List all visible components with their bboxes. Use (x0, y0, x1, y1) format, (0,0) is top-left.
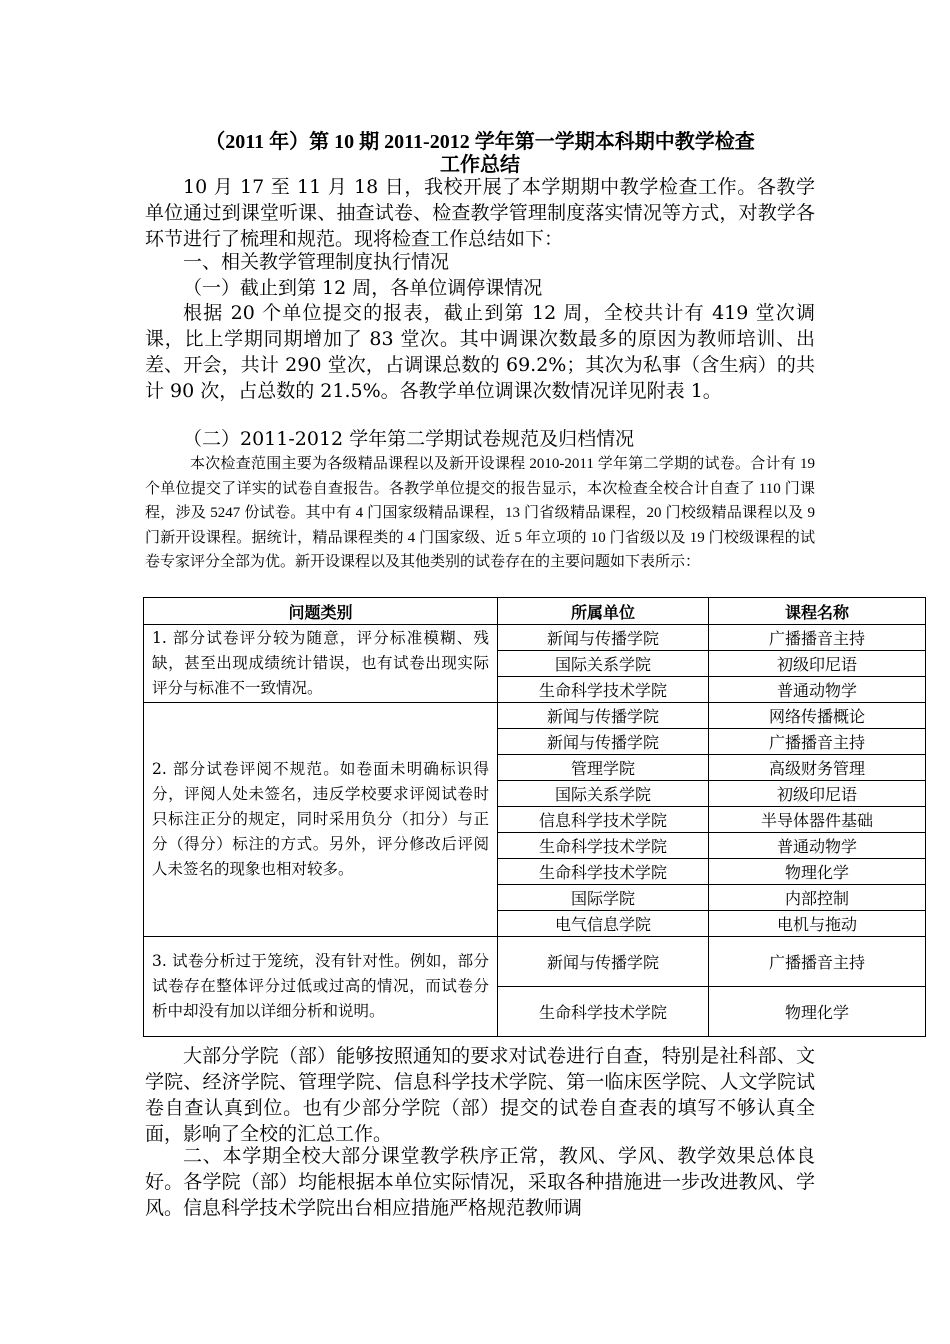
issue-category-cell: 1. 部分试卷评分较为随意，评分标准模糊、残缺，甚至出现成绩统计错误，也有试卷出现实际评分与标准不一致情况。 (144, 625, 498, 703)
unit-cell: 信息科学技术学院 (498, 807, 709, 833)
unit-cell: 生命科学技术学院 (498, 677, 709, 703)
course-cell: 广播播音主持 (709, 729, 926, 755)
unit-cell: 生命科学技术学院 (498, 987, 709, 1037)
section1-heading: 一、相关教学管理制度执行情况 (183, 251, 450, 273)
issue-category-cell: 2. 部分试卷评阅不规范。如卷面未明确标识得分，评阅人处未签名，违反学校要求评阅试卷时只标注正分的规定，同时采用负分（扣分）与正分（得分）标注的方式。另外，评分修改后评阅人未签名的现象也相对较多。 (144, 703, 498, 937)
course-cell: 初级印尼语 (709, 781, 926, 807)
course-cell: 内部控制 (709, 885, 926, 911)
table-header-row (144, 598, 926, 625)
course-cell: 初级印尼语 (709, 651, 926, 677)
table-row (144, 703, 926, 729)
course-cell: 物理化学 (709, 859, 926, 885)
subsection1-heading: （一）截止到第 12 周，各单位调停课情况 (183, 277, 543, 299)
unit-cell: 国际关系学院 (498, 651, 709, 677)
course-cell: 物理化学 (709, 987, 926, 1037)
course-cell: 半导体器件基础 (709, 807, 926, 833)
header-category: 问题类别 (144, 598, 498, 625)
unit-cell: 生命科学技术学院 (498, 859, 709, 885)
unit-cell: 生命科学技术学院 (498, 833, 709, 859)
header-course: 课程名称 (709, 598, 926, 625)
unit-cell: 新闻与传播学院 (498, 937, 709, 987)
unit-cell: 国际关系学院 (498, 781, 709, 807)
subsection2-paragraph: 本次检查范围主要为各级精品课程以及新开设课程 2010-2011 学年第二学期的试卷。合计有 19 个单位提交了详实的试卷自查报告。各教学单位提交的报告显示，本次检查全校合计自查了 110 门课程，涉及 5247 份试卷。其中有 4 门国家级精品课程，13 门省级精品课程，20 门校级精品课程以及 9 门新开设课程。据统计，精品课程类的 4 门国家级、近 5 年立项的 10 门省级以及 19 门校级课程的试卷专家评分全部为优。新开设课程以及其他类别的试卷存在的主要问题如下表所示： (145, 456, 815, 570)
course-cell: 广播播音主持 (709, 937, 926, 987)
header-unit: 所属单位 (498, 598, 709, 625)
document-title-line2: 工作总结 (440, 154, 520, 176)
unit-cell: 国际学院 (498, 885, 709, 911)
unit-cell: 管理学院 (498, 755, 709, 781)
document-title-line1: （2011 年）第 10 期 2011-2012 学年第一学期本科期中教学检查 (205, 131, 755, 153)
after-table-paragraph: 大部分学院（部）能够按照通知的要求对试卷进行自查，特别是社科部、文学院、经济学院、管理学院、信息科学技术学院、第一临床医学院、人文学院试卷自查认真到位。也有少部分学院（部）提交的试卷自查表的填写不够认真全面，影响了全校的汇总工作。 (145, 1045, 815, 1145)
issue-category-cell: 3. 试卷分析过于笼统，没有针对性。例如，部分试卷存在整体评分过低或过高的情况，而试卷分析中却没有加以详细分析和说明。 (144, 937, 498, 1037)
unit-cell: 新闻与传播学院 (498, 625, 709, 651)
subsection1-paragraph: 根据 20 个单位提交的报表，截止到第 12 周，全校共计有 419 堂次调课，比上学期同期增加了 83 堂次。其中调课次数最多的原因为教师培训、出差、开会，共计 290 堂次，占调课总数的 69.2%；其次为私事（含生病）的共计 90 次，占总数的 21.5%。各教学单位调课次数情况详见附表 1。 (145, 302, 815, 402)
exam-issues-table (143, 597, 926, 1037)
unit-cell: 新闻与传播学院 (498, 703, 709, 729)
unit-cell: 新闻与传播学院 (498, 729, 709, 755)
table-row (144, 937, 926, 987)
course-cell: 电机与拖动 (709, 911, 926, 937)
unit-cell: 电气信息学院 (498, 911, 709, 937)
intro-paragraph: 10 月 17 至 11 月 18 日，我校开展了本学期期中教学检查工作。各教学单位通过到课堂听课、抽查试卷、检查教学管理制度落实情况等方式，对教学各环节进行了梳理和规范。现将检查工作总结如下： (145, 176, 815, 250)
course-cell: 高级财务管理 (709, 755, 926, 781)
course-cell: 普通动物学 (709, 677, 926, 703)
course-cell: 网络传播概论 (709, 703, 926, 729)
section2-paragraph: 二、本学期全校大部分课堂教学秩序正常，教风、学风、教学效果总体良好。各学院（部）均能根据本单位实际情况，采取各种措施进一步改进教风、学风。信息科学技术学院出台相应措施严格规范教师调 (145, 1145, 815, 1219)
table-row (144, 625, 926, 651)
course-cell: 普通动物学 (709, 833, 926, 859)
course-cell: 广播播音主持 (709, 625, 926, 651)
subsection2-heading: （二）2011-2012 学年第二学期试卷规范及归档情况 (183, 428, 635, 450)
